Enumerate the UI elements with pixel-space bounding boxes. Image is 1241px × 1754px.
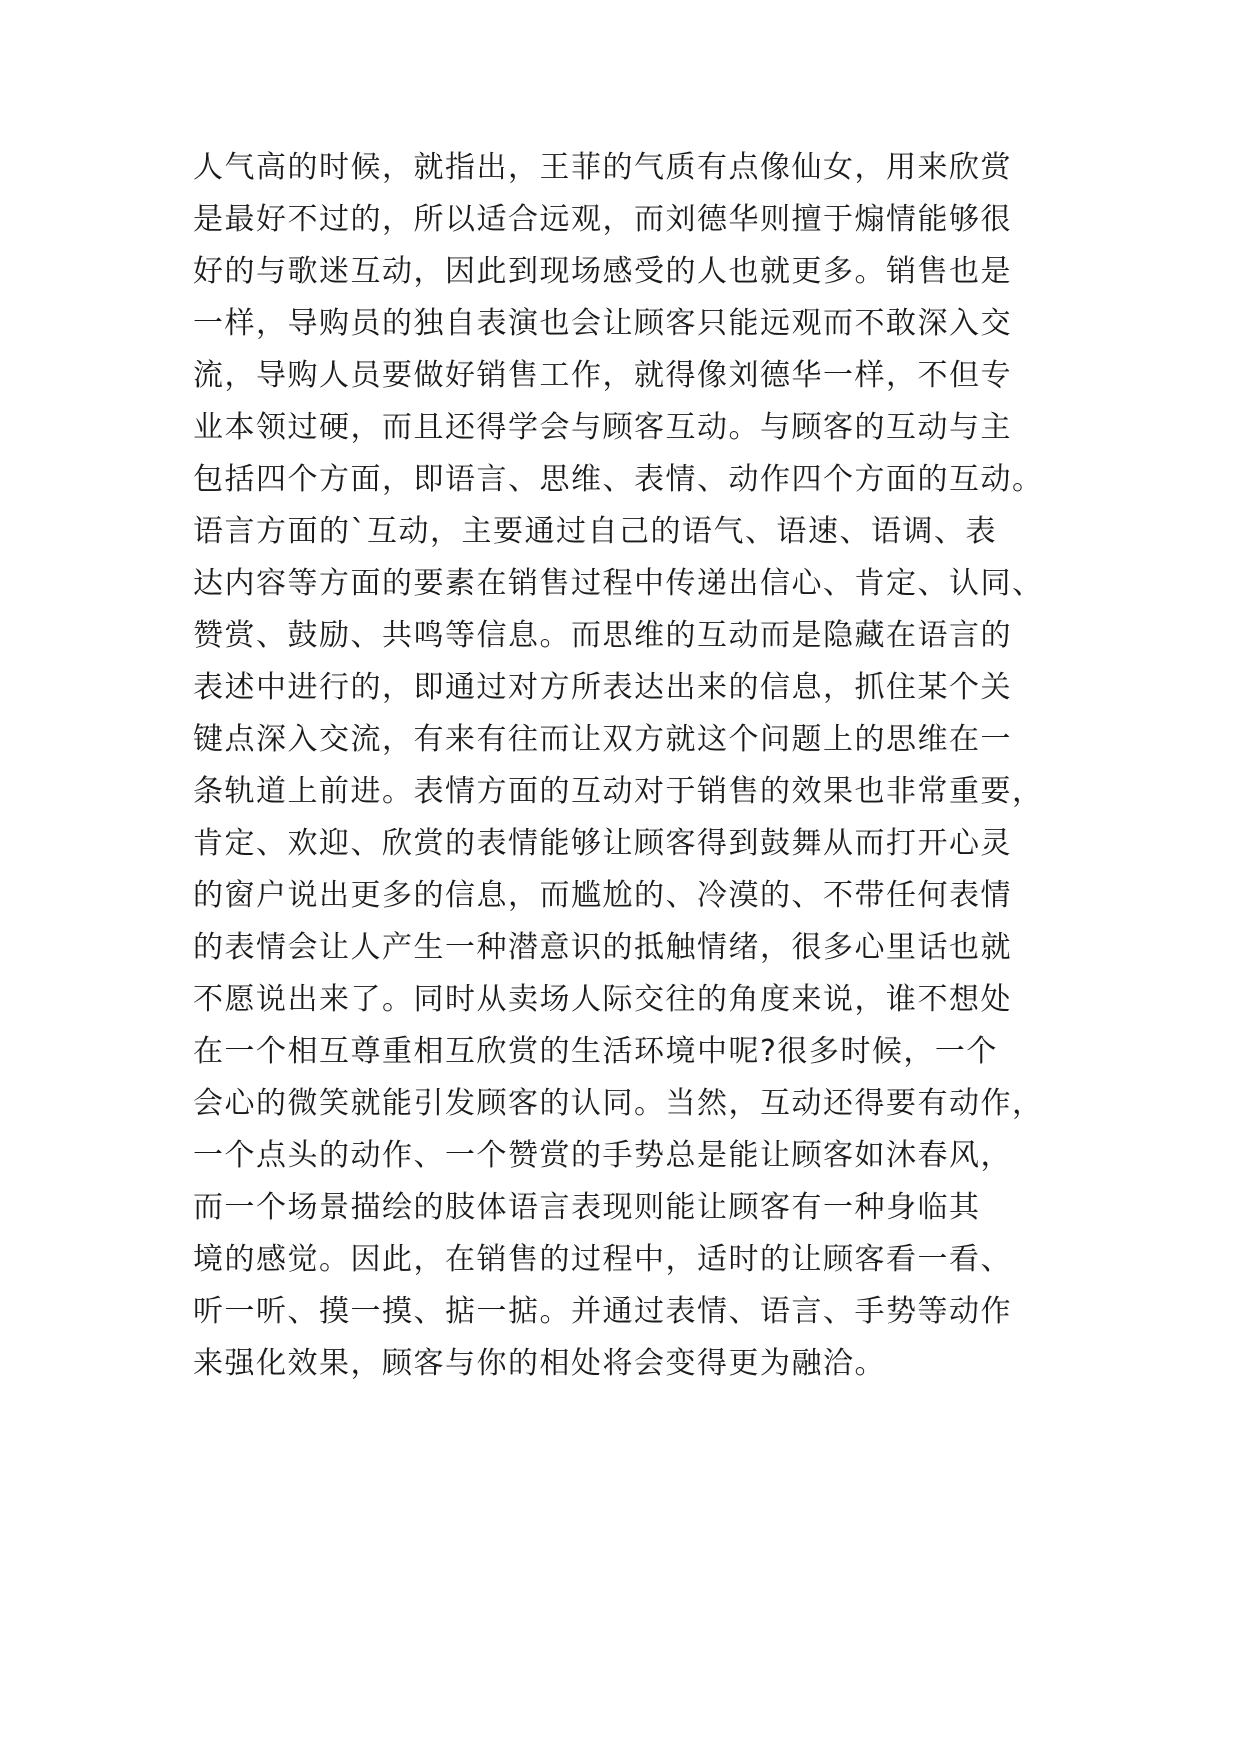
text-line: 键点深入交流，有来有往而让双方就这个问题上的思维在一 <box>193 722 1012 757</box>
text-line: 的表情会让人产生一种潜意识的抵触情绪，很多心里话也就 <box>193 930 1012 965</box>
text-line: 人气高的时候，就指出，王菲的气质有点像仙女，用来欣赏 <box>193 150 1012 185</box>
text-line: 一个点头的动作、一个赞赏的手势总是能让顾客如沐春风， <box>193 1138 1012 1173</box>
text-line: 来强化效果，顾客与你的相处将会变得更为融洽。 <box>193 1346 886 1381</box>
text-line: 境的感觉。因此，在销售的过程中，适时的让顾客看一看、 <box>193 1242 1012 1277</box>
text-line: 好的与歌迷互动，因此到现场感受的人也就更多。销售也是 <box>193 254 1012 289</box>
text-line: 是最好不过的，所以适合远观，而刘德华则擅于煽情能够很 <box>193 202 1012 237</box>
text-line: 的窗户说出更多的信息，而尴尬的、冷漠的、不带任何表情 <box>193 878 1012 913</box>
text-line: 会心的微笑就能引发顾客的认同。当然，互动还得要有动作， <box>193 1086 1044 1121</box>
text-line: 在一个相互尊重相互欣赏的生活环境中呢?很多时候，一个 <box>193 1034 998 1069</box>
text-line: 不愿说出来了。同时从卖场人际交往的角度来说，谁不想处 <box>193 982 1012 1017</box>
text-line: 达内容等方面的要素在销售过程中传递出信心、肯定、认同、 <box>193 566 1044 601</box>
text-line: 表述中进行的，即通过对方所表达出来的信息，抓住某个关 <box>193 670 1012 705</box>
text-line: 听一听、摸一摸、掂一掂。并通过表情、语言、手势等动作 <box>193 1294 1012 1329</box>
text-line: 赞赏、鼓励、共鸣等信息。而思维的互动而是隐藏在语言的 <box>193 618 1012 653</box>
text-line: 而一个场景描绘的肢体语言表现则能让顾客有一种身临其 <box>193 1190 981 1225</box>
text-line: 业本领过硬，而且还得学会与顾客互动。与顾客的互动与主 <box>193 410 1012 445</box>
text-line: 流，导购人员要做好销售工作，就得像刘德华一样，不但专 <box>193 358 1012 393</box>
body-paragraph <box>193 142 1073 1390</box>
text-line: 包括四个方面，即语言、思维、表情、动作四个方面的互动。 <box>193 462 1044 497</box>
text-line: 肯定、欢迎、欣赏的表情能够让顾客得到鼓舞从而打开心灵 <box>193 826 1012 861</box>
text-line: 语言方面的`互动，主要通过自己的语气、语速、语调、表 <box>193 514 997 549</box>
text-line: 一样，导购员的独自表演也会让顾客只能远观而不敢深入交 <box>193 306 1012 341</box>
text-line: 条轨道上前进。表情方面的互动对于销售的效果也非常重要， <box>193 774 1044 809</box>
